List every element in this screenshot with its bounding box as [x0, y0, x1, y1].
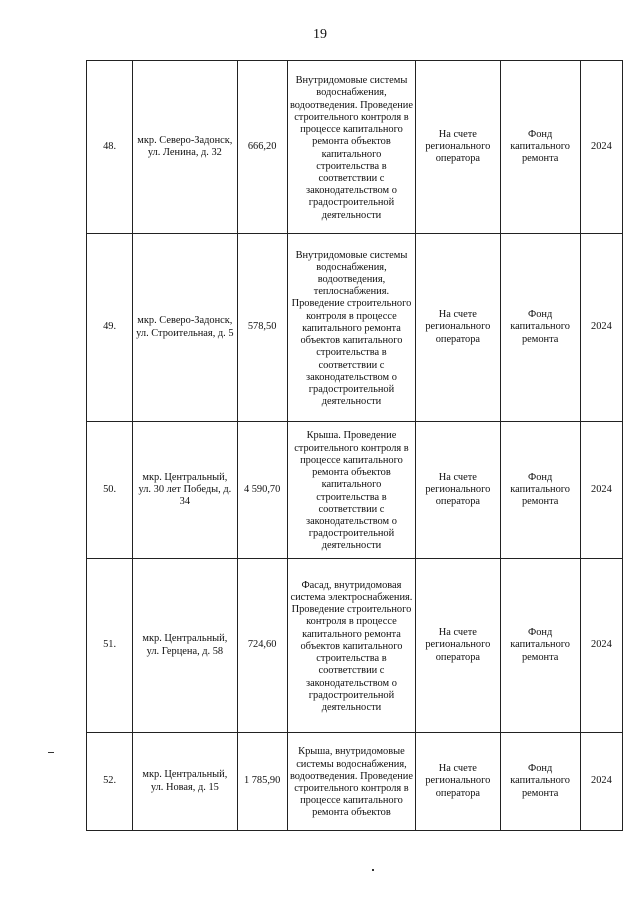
area-cell: 1 785,90 [237, 733, 287, 831]
works-cell: Внутридомовые системы водоснабжения, водоотведения. Проведение строительного контроля в процессе капитального ремонта объектов капитального строительства в соответствии с законодательством о градостроительной деятельности [287, 61, 415, 234]
funding-source-cell: Фонд капитального ремонта [500, 733, 580, 831]
row-number: 48. [87, 61, 133, 234]
funding-source-cell: Фонд капитального ремонта [500, 559, 580, 733]
table-row [87, 422, 623, 559]
funding-source-cell: Фонд капитального ремонта [500, 234, 580, 422]
area-cell: 724,60 [237, 559, 287, 733]
address-cell: мкр. Северо-Задонск, ул. Ленина, д. 32 [133, 61, 237, 234]
year-cell: 2024 [580, 559, 622, 733]
works-cell: Внутридомовые системы водоснабжения, водоотведения, теплоснабжения. Проведение строительного контроля в процессе капитального ремонта объектов капитального строительства в соответствии с законодательством о градостроительной деятельности [287, 234, 415, 422]
table-row [87, 733, 623, 831]
area-cell: 578,50 [237, 234, 287, 422]
row-number: 49. [87, 234, 133, 422]
table-row [87, 234, 623, 422]
account-cell: На счете регионального оператора [416, 733, 500, 831]
area-cell: 4 590,70 [237, 422, 287, 559]
account-cell: На счете регионального оператора [416, 422, 500, 559]
table-row [87, 559, 623, 733]
address-cell: мкр. Центральный, ул. Герцена, д. 58 [133, 559, 237, 733]
table-row [87, 61, 623, 234]
year-cell: 2024 [580, 61, 622, 234]
area-cell: 666,20 [237, 61, 287, 234]
account-cell: На счете регионального оператора [416, 61, 500, 234]
account-cell: На счете регионального оператора [416, 559, 500, 733]
address-cell: мкр. Центральный, ул. Новая, д. 15 [133, 733, 237, 831]
year-cell: 2024 [580, 733, 622, 831]
address-cell: мкр. Центральный, ул. 30 лет Победы, д. 34 [133, 422, 237, 559]
scan-speck [48, 752, 54, 753]
funding-source-cell: Фонд капитального ремонта [500, 61, 580, 234]
year-cell: 2024 [580, 234, 622, 422]
account-cell: На счете регионального оператора [416, 234, 500, 422]
works-cell: Крыша, внутридомовые системы водоснабжения, водоотведения. Проведение строительного контроля в процессе капитального ремонта объектов [287, 733, 415, 831]
scan-speck [372, 869, 374, 871]
address-cell: мкр. Северо-Задонск, ул. Строительная, д. 5 [133, 234, 237, 422]
row-number: 50. [87, 422, 133, 559]
row-number: 51. [87, 559, 133, 733]
works-cell: Крыша. Проведение строительного контроля в процессе капитального ремонта объектов капитального строительства в соответствии с законодательством о градостроительной деятельности [287, 422, 415, 559]
capital-repair-table [86, 60, 623, 831]
page-number: 19 [313, 27, 327, 42]
works-cell: Фасад, внутридомовая система электроснабжения. Проведение строительного контроля в процессе капитального ремонта объектов капитального строительства в соответствии с законодательством о градостроительной деятельности [287, 559, 415, 733]
row-number: 52. [87, 733, 133, 831]
funding-source-cell: Фонд капитального ремонта [500, 422, 580, 559]
year-cell: 2024 [580, 422, 622, 559]
